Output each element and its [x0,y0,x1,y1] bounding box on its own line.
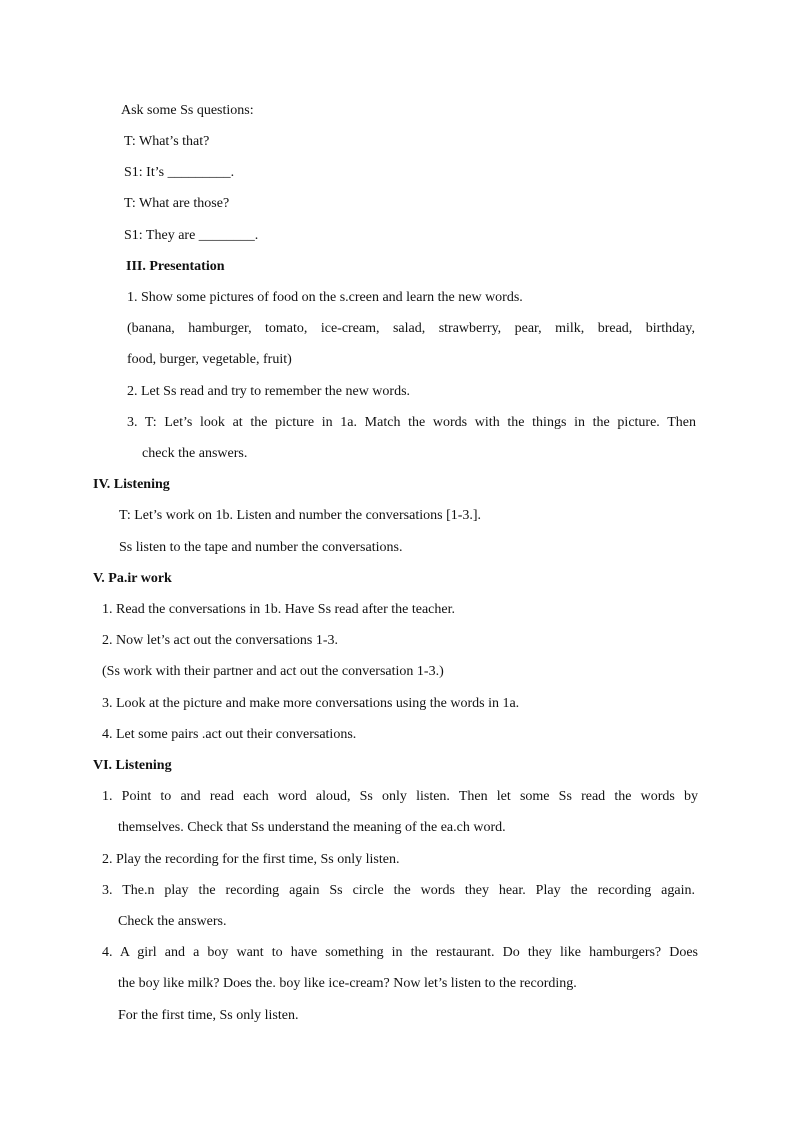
presentation-item-3-line-2: check the answers. [142,446,248,461]
pairwork-note: (Ss work with their partner and act out the conversation 1-3.) [102,664,444,679]
warmup-answer-2: S1: They are ________. [124,228,259,243]
warmup-question-1: T: What’s that? [124,134,210,149]
section-heading-listening-1: IV. Listening [93,477,170,492]
presentation-item-1: 1. Show some pictures of food on the s.creen and learn the new words. [127,290,523,305]
listening-2-item-4-line-3: For the first time, Ss only listen. [118,1008,299,1023]
listening-2-item-2: 2. Play the recording for the first time, Ss only listen. [102,852,400,867]
pairwork-item-1: 1. Read the conversations in 1b. Have Ss read after the teacher. [102,602,455,617]
warmup-answer-1: S1: It’s _________. [124,165,235,180]
listening-2-item-1-line-2: themselves. Check that Ss understand the meaning of the ea.ch word. [118,820,506,835]
pairwork-item-3: 3. Look at the picture and make more conversations using the words in 1a. [102,696,520,711]
presentation-item-3-line-1: 3. T: Let’s look at the picture in 1a. Match the words with the things in the picture. Then [127,415,696,430]
presentation-item-2: 2. Let Ss read and try to remember the new words. [127,384,411,399]
section-heading-listening-2: VI. Listening [93,758,172,773]
warmup-question-2: T: What are those? [124,196,230,211]
presentation-words-line-2: food, burger, vegetable, fruit) [127,352,292,367]
warmup-intro: Ask some Ss questions: [121,103,254,118]
pairwork-item-4: 4. Let some pairs .act out their conversations. [102,727,357,742]
listening-2-item-4-line-1: 4. A girl and a boy want to have something in the restaurant. Do they like hamburgers? Does [102,945,698,960]
listening-1-line-1: T: Let’s work on 1b. Listen and number the conversations [1-3.]. [119,508,482,523]
listening-2-item-4-line-2: the boy like milk? Does the. boy like ice-cream? Now let’s listen to the recording. [118,976,577,991]
listening-1-line-2: Ss listen to the tape and number the conversations. [119,540,403,555]
section-heading-pairwork: V. Pa.ir work [93,571,172,586]
listening-2-item-3-line-2: Check the answers. [118,914,227,929]
presentation-words-line-1: (banana, hamburger, tomato, ice-cream, salad, strawberry, pear, milk, bread, birthday, [127,321,695,336]
section-heading-presentation: III. Presentation [126,259,225,274]
pairwork-item-2: 2. Now let’s act out the conversations 1-3. [102,633,339,648]
listening-2-item-3-line-1: 3. The.n play the recording again Ss circle the words they hear. Play the recording again. [102,883,695,898]
listening-2-item-1-line-1: 1. Point to and read each word aloud, Ss only listen. Then let some Ss read the words by [102,789,698,804]
